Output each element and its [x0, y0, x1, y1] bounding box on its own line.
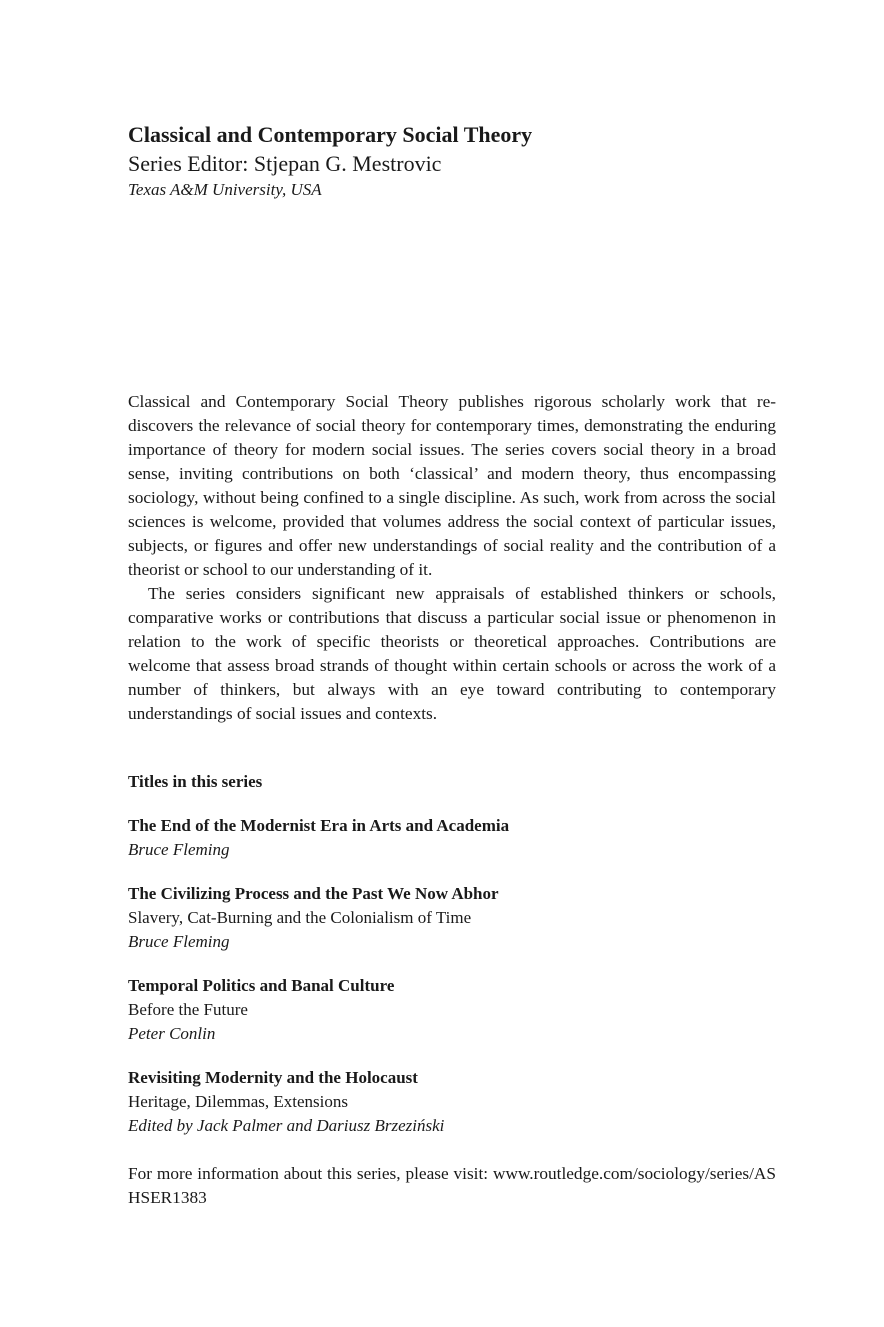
series-page — [128, 120, 776, 1207]
book-author: Bruce Fleming — [128, 932, 230, 951]
titles-heading: Titles in this series — [128, 772, 263, 791]
book-title: The End of the Modernist Era in Arts and Academia — [128, 816, 510, 835]
book-title: Revisiting Modernity and the Holocaust — [128, 1068, 418, 1087]
book-title: The Civilizing Process and the Past We Now Abhor — [128, 884, 499, 903]
book-author: Edited by Jack Palmer and Dariusz Brzeziński — [128, 1116, 445, 1135]
series-url-link[interactable]: www.routledge.com/sociology/series/ASHSER1383 — [128, 1164, 776, 1207]
series-editor: Series Editor: Stjepan G. Mestrovic — [128, 151, 442, 176]
book-author: Peter Conlin — [128, 1024, 216, 1043]
book-entry — [128, 974, 776, 1046]
book-subtitle: Heritage, Dilemmas, Extensions — [128, 1092, 349, 1111]
series-description — [128, 390, 776, 726]
editor-affiliation: Texas A&M University, USA — [128, 180, 322, 199]
book-subtitle: Before the Future — [128, 1000, 248, 1019]
book-author: Bruce Fleming — [128, 840, 230, 859]
book-title: Temporal Politics and Banal Culture — [128, 976, 395, 995]
more-info-text: For more information about this series, please visit: — [128, 1164, 493, 1183]
more-info — [128, 1162, 776, 1210]
book-entry — [128, 1066, 776, 1138]
book-subtitle: Slavery, Cat-Burning and the Colonialism of Time — [128, 908, 472, 927]
book-entry — [128, 814, 776, 862]
book-entry — [128, 882, 776, 954]
description-paragraph: The series considers significant new appraisals of established thinkers or schools, comparative works or contributions that discuss a particular social issue or phenomenon in relation to the work of specific theorists or theoretical approaches. Contributions are welcome that assess broad strands of thought within certain schools or across the work of a number of thinkers, but always with an eye toward contributing to contemporary understandings of social issues and contexts. — [128, 584, 776, 723]
series-title: Classical and Contemporary Social Theory — [128, 122, 533, 147]
book-list — [128, 814, 776, 1158]
description-paragraph: Classical and Contemporary Social Theory publishes rigorous scholarly work that re-discovers the relevance of social theory for contemporary times, demonstrating the enduring importance of theory for modern social issues. The series covers social theory in a broad sense, inviting contributions on both ‘classical’ and modern theory, thus encompassing sociology, without being confined to a single discipline. As such, work from across the social sciences is welcome, provided that volumes address the social context of particular issues, subjects, or figures and offer new understandings of social reality and the contribution of a theorist or school to our understanding of it. — [128, 392, 776, 579]
